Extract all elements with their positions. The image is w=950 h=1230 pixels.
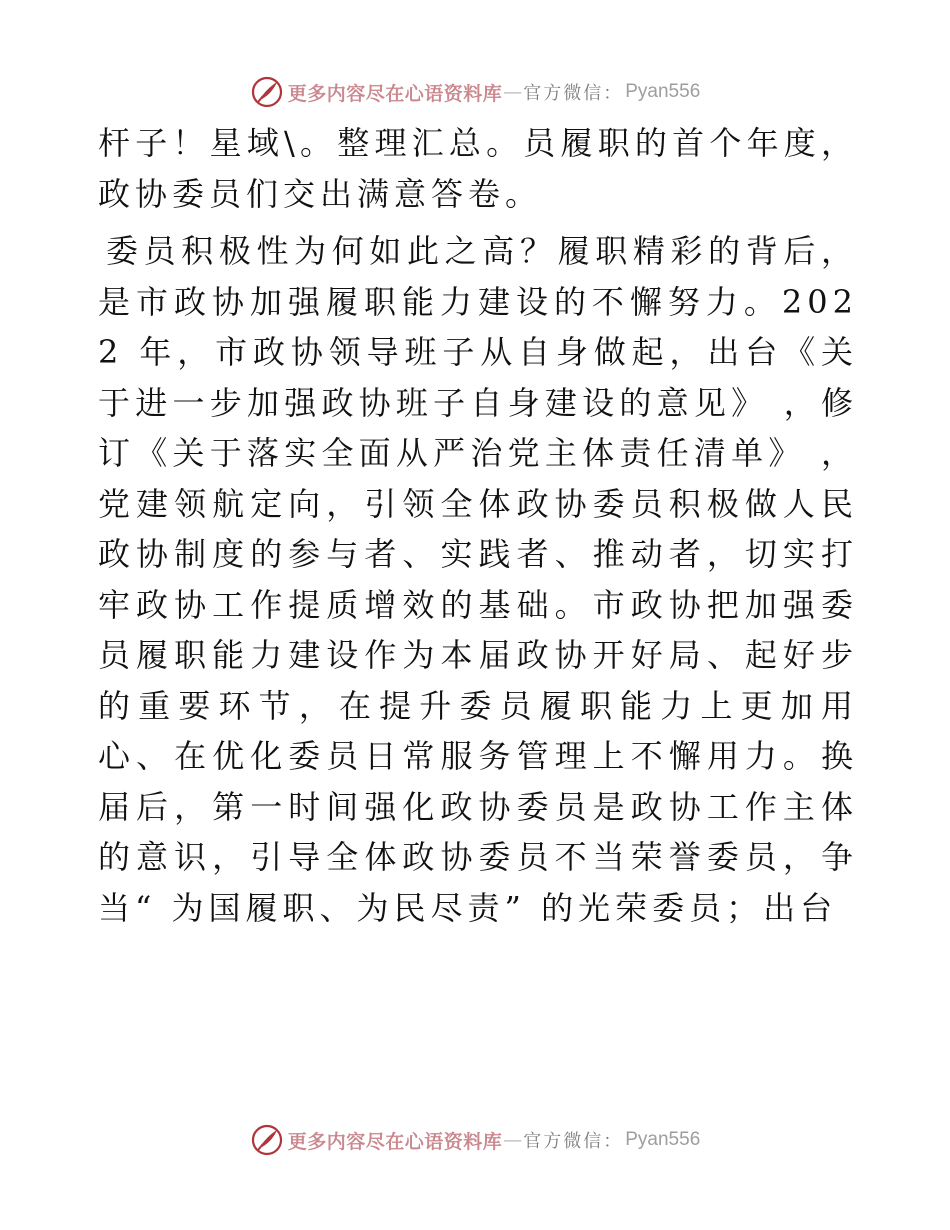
header-watermark bbox=[0, 72, 950, 112]
watermark-wechat-id: Pyan556 bbox=[625, 81, 701, 102]
watermark-dash: — bbox=[503, 81, 523, 103]
watermark-dash: — bbox=[503, 1129, 523, 1151]
watermark-main-text: 更多内容尽在心语资料库 bbox=[287, 82, 503, 105]
watermark-main-text: 更多内容尽在心语资料库 bbox=[287, 1130, 503, 1153]
document-body bbox=[98, 118, 858, 933]
feather-pen-logo-icon bbox=[250, 75, 284, 109]
watermark-wechat-label: 官方微信： bbox=[523, 1131, 624, 1152]
watermark-wechat-label: 官方微信： bbox=[523, 83, 624, 104]
paragraph-2: 委员积极性为何如此之高？履职精彩的背后，是市政协加强履职能力建设的不懈努力。2022 年，市政协领导班子从自身做起，出台《关于进一步加强政协班子自身建设的意见》 ，修订《关于落实全面从严治党主体责任清单》 ，党建领航定向，引领全体政协委员积极做人民政协制度的参与者、实践者、推动者，切实打牢政协工作提质增效的基础。市政协把加强委员履职能力建设作为本届政协开好局、起好步的重要环节，在提升委员履职能力上更加用心、在优化委员日常服务管理上不懈用力。换届后，第一时间强化政协委员是政协工作主体的意识，引导全体政协委员不当荣誉委员，争当“ 为国履职、为民尽责” 的光荣委员；出台 bbox=[98, 232, 858, 927]
footer-watermark bbox=[0, 1120, 950, 1160]
watermark-wechat-id: Pyan556 bbox=[625, 1129, 701, 1150]
paragraph-1: 杆子！星域\。整理汇总。员履职的首个年度，政协委员们交出满意答卷。 bbox=[98, 124, 858, 213]
feather-pen-logo-icon bbox=[250, 1123, 284, 1157]
